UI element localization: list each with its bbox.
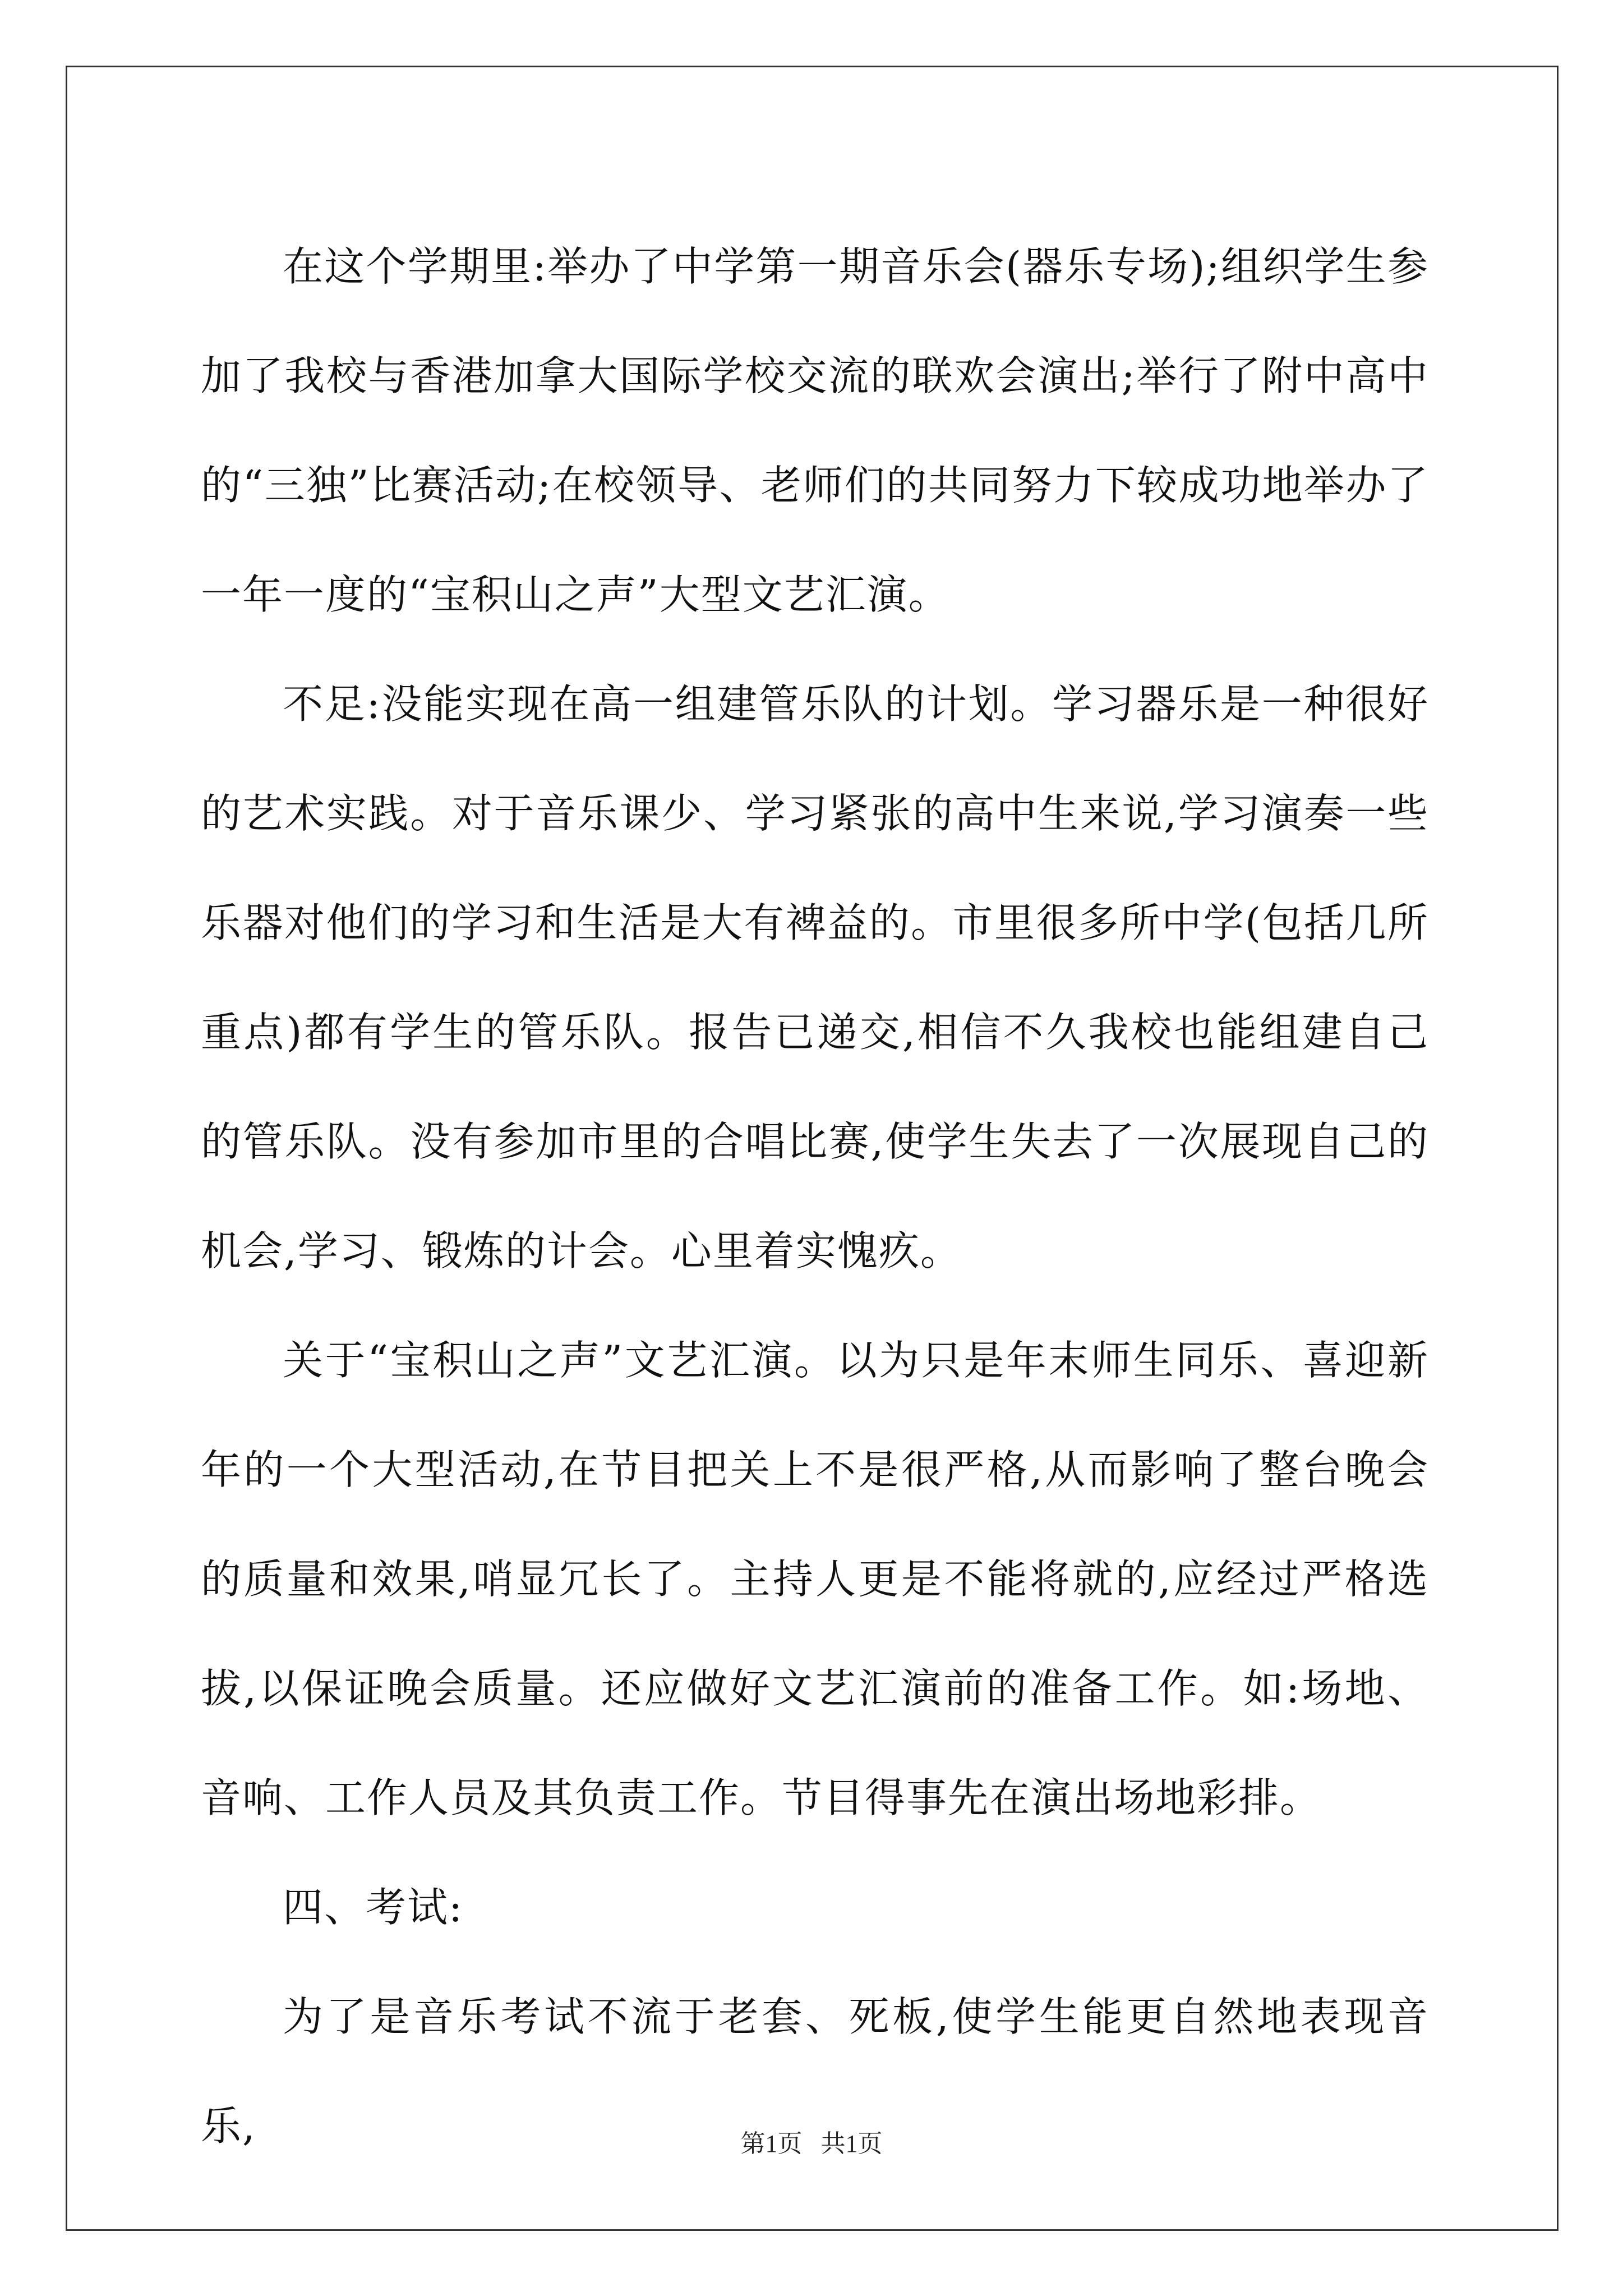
paragraph-3: 关于“宝积山之声”文艺汇演。以为只是年末师生同乐、喜迎新年的一个大型活动,在节目把关上不是很严格,从而影响了整台晚会的质量和效果,哨显冗长了。主持人更是不能将就的,应经过严格选拔,以保证晚会质量。还应做好文艺汇演前的准备工作。如:场地、音响、工作人员及其负责工作。节目得事先在演出场地彩排。: [201, 1337, 1429, 1821]
page-total: 共1页: [820, 2130, 883, 2157]
document-body: [201, 212, 1429, 2181]
page-footer: [0, 2123, 1623, 2159]
section-heading-exam: 四、考试:: [283, 1884, 464, 1931]
page-number: 第1页: [740, 2130, 803, 2157]
paragraph-2: 不足:没能实现在高一组建管乐队的计划。学习器乐是一种很好的艺术实践。对于音乐课少、学习紧张的高中生来说,学习演奏一些乐器对他们的学习和生活是大有裨益的。市里很多所中学(包括几所重点)都有学生的管乐队。报告已递交,相信不久我校也能组建自己的管乐队。没有参加市里的合唱比赛,使学生失去了一次展现自己的机会,学习、锻炼的计会。心里着实愧疚。: [201, 680, 1429, 1274]
paragraph-1: 在这个学期里:举办了中学第一期音乐会(器乐专场);组织学生参加了我校与香港加拿大国际学校交流的联欢会演出;举行了附中高中的“三独”比赛活动;在校领导、老师们的共同努力下较成功地举办了一年一度的“宝积山之声”大型文艺汇演。: [201, 243, 1429, 618]
paragraph-5: 为了是音乐考试不流于老套、死板,使学生能更自然地表现音乐,: [201, 1993, 1429, 2150]
